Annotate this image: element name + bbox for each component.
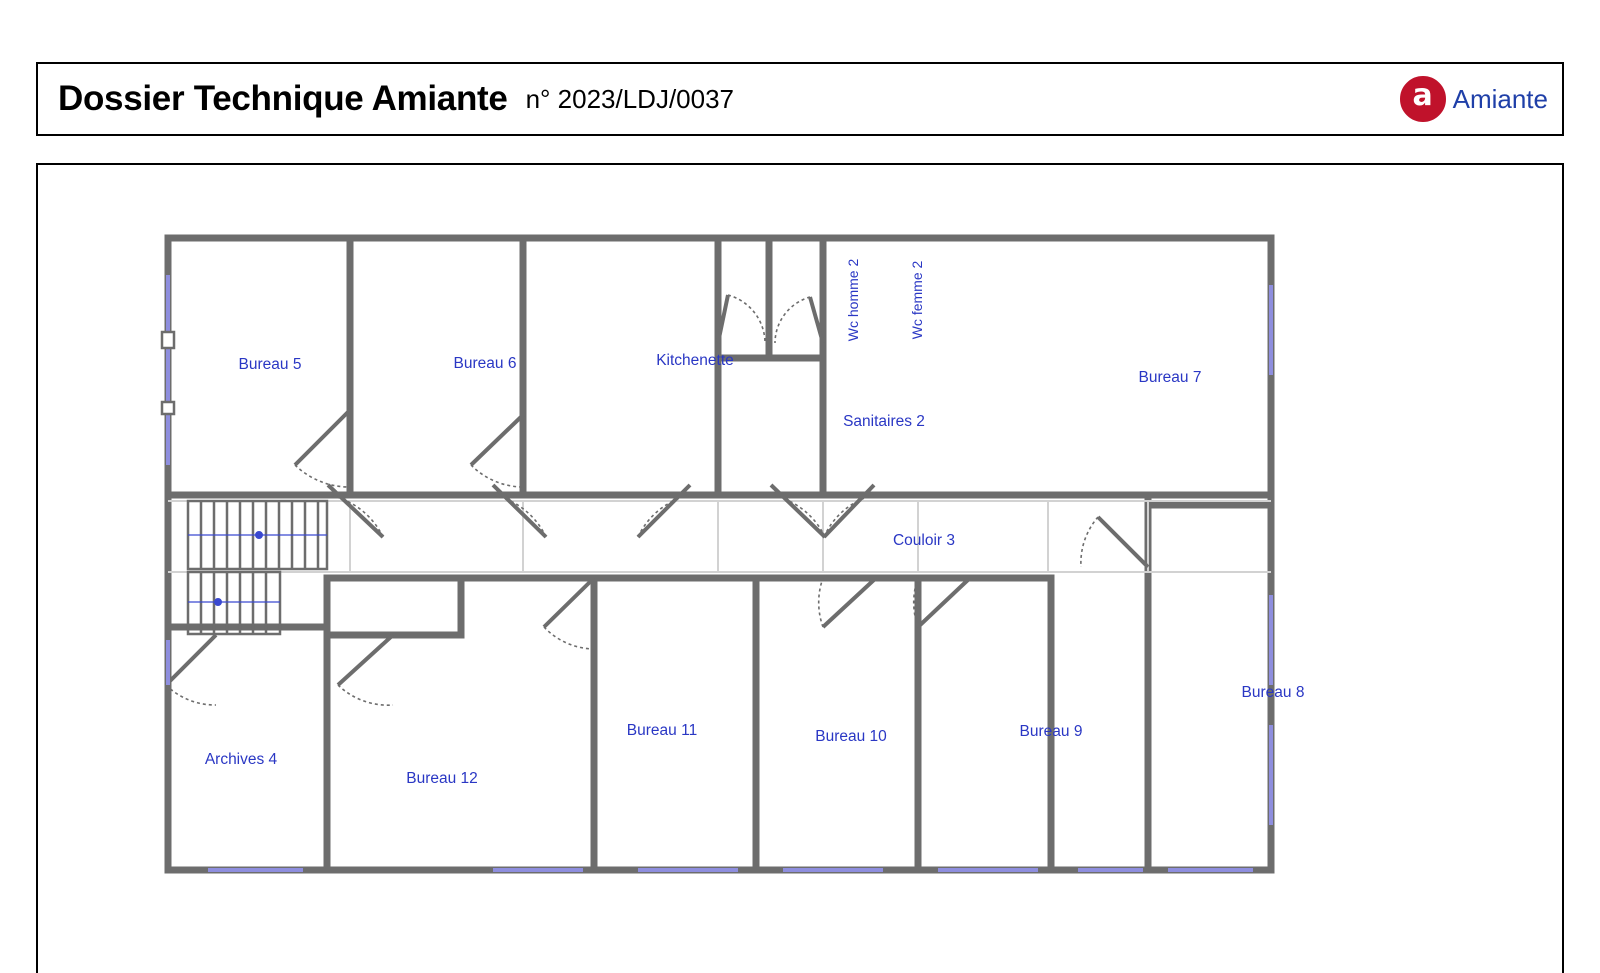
room-label-bureau-9: Bureau 9	[1019, 723, 1083, 740]
door-arc-bureau11	[544, 627, 594, 649]
room-label-bureau-7: Bureau 7	[1138, 369, 1202, 386]
room-label-wc-homme-2: Wc homme 2	[845, 258, 861, 342]
logo-label: Amiante	[1452, 83, 1548, 114]
floor-plan-frame	[36, 163, 1564, 973]
door-leaf-bureau9	[918, 578, 970, 627]
door-leaf-bureau12	[338, 635, 393, 685]
door-arc-archives	[166, 685, 216, 705]
room-label-kitchenette: Kitchenette	[656, 352, 734, 369]
amiante-logo	[1400, 76, 1548, 122]
room-label-sanitaires-2: Sanitaires 2	[843, 413, 925, 430]
room-label-bureau-12: Bureau 12	[406, 770, 478, 787]
door-arc-bureau6-top	[471, 465, 523, 487]
door-leaf-bureau8	[1098, 517, 1148, 567]
room-label-bureau-5: Bureau 5	[238, 356, 302, 373]
logo-letter: a	[1412, 78, 1433, 113]
room-label-bureau-10: Bureau 10	[815, 728, 887, 745]
door-arc-wc-femme	[775, 297, 810, 343]
staircase	[188, 501, 327, 634]
door-leaf-bureau11	[544, 578, 594, 627]
door-arc-wc-homme	[728, 295, 765, 343]
door-arc-bureau5	[295, 465, 350, 487]
floor-plan-canvas	[38, 165, 1564, 973]
room-label-bureau-6: Bureau 6	[453, 355, 517, 372]
door-arc-bureau10	[819, 578, 823, 627]
logo-circle-icon	[1400, 76, 1446, 122]
door-leaf-bureau10	[823, 578, 876, 627]
door-leaf-bureau6-top	[471, 415, 523, 465]
room-label-bureau-8: Bureau 8	[1241, 684, 1305, 701]
document-header	[36, 62, 1564, 136]
stair-arrow-head-lower	[215, 599, 221, 605]
document-reference: n° 2023/LDJ/0037	[525, 83, 735, 114]
window-mullion-1	[162, 332, 174, 348]
room-label-bureau-11: Bureau 11	[626, 722, 698, 739]
door-arc-bureau12	[338, 685, 393, 705]
stair-arrow-head-upper	[256, 532, 262, 538]
room-label-wc-femme-2: Wc femme 2	[909, 260, 925, 340]
door-arc-bureau8	[1081, 517, 1098, 567]
room-label-couloir-3: Couloir 3	[892, 532, 956, 549]
door-leaf-bureau5	[295, 410, 350, 465]
window-mullion-2	[162, 402, 174, 414]
door-leaf-archives	[166, 635, 216, 685]
page-title: Dossier Technique Amiante	[58, 79, 508, 118]
floor-plan-drawing	[38, 165, 1564, 973]
room-label-archives-4: Archives 4	[204, 751, 278, 768]
